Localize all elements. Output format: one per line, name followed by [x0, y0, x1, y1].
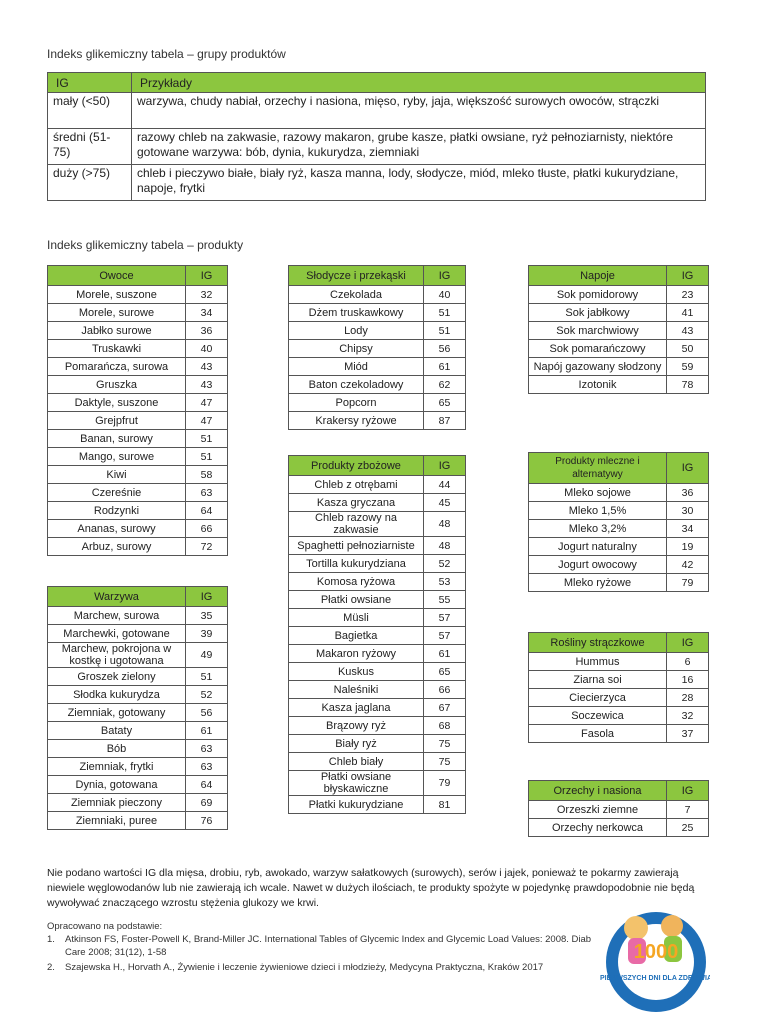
- product-ig-value: 50: [667, 340, 709, 358]
- product-ig-value: 44: [424, 476, 466, 494]
- product-ig-value: 7: [667, 801, 709, 819]
- table-row: [289, 304, 466, 322]
- product-name: Ananas, surowy: [48, 520, 186, 538]
- table-row: [529, 556, 709, 574]
- table-row: [48, 538, 228, 556]
- slodycze-table: [288, 265, 466, 430]
- product-ig-value: 19: [667, 538, 709, 556]
- groups-title: Indeks glikemiczny tabela – grupy produktów: [47, 47, 286, 61]
- table-row: [48, 643, 228, 668]
- table-row: [289, 591, 466, 609]
- product-ig-value: 48: [424, 537, 466, 555]
- table-row: [48, 686, 228, 704]
- slodycze-ig-header: IG: [424, 266, 466, 286]
- product-name: Ziemniak pieczony: [48, 794, 186, 812]
- zbozowe-table: [288, 455, 466, 814]
- product-ig-value: 75: [424, 753, 466, 771]
- product-name: Grejpfrut: [48, 412, 186, 430]
- product-ig-value: 66: [424, 681, 466, 699]
- product-ig-value: 23: [667, 286, 709, 304]
- product-ig-value: 58: [186, 466, 228, 484]
- product-name: Groszek zielony: [48, 668, 186, 686]
- product-name: Spaghetti pełnoziarniste: [289, 537, 424, 555]
- mleczne-table: [528, 452, 709, 592]
- table-row: [289, 573, 466, 591]
- table-row: [48, 740, 228, 758]
- table-row: [48, 625, 228, 643]
- product-name: Lody: [289, 322, 424, 340]
- table-row: [529, 286, 709, 304]
- table-row: [48, 430, 228, 448]
- table-row: [529, 322, 709, 340]
- table-row: [48, 304, 228, 322]
- product-name: Daktyle, suszone: [48, 394, 186, 412]
- table-row: [289, 753, 466, 771]
- table-row: [289, 627, 466, 645]
- product-ig-value: 59: [667, 358, 709, 376]
- table-row: [529, 502, 709, 520]
- table-row: [529, 574, 709, 592]
- product-name: Ziarna soi: [529, 671, 667, 689]
- table-row: [48, 758, 228, 776]
- product-name: Ziemniaki, puree: [48, 812, 186, 830]
- table-row: [529, 801, 709, 819]
- product-name: Czekolada: [289, 286, 424, 304]
- table-row: [48, 466, 228, 484]
- product-name: Kuskus: [289, 663, 424, 681]
- table-row: [289, 286, 466, 304]
- product-name: Płatki kukurydziane: [289, 796, 424, 814]
- table-row: [48, 704, 228, 722]
- product-ig-value: 52: [424, 555, 466, 573]
- product-name: Sok pomidorowy: [529, 286, 667, 304]
- group-ig: mały (<50): [48, 93, 132, 129]
- table-row: [48, 129, 706, 165]
- product-name: Mango, surowe: [48, 448, 186, 466]
- table-row: [289, 322, 466, 340]
- table-row: [529, 689, 709, 707]
- product-name: Czereśnie: [48, 484, 186, 502]
- warzywa-table: [47, 586, 228, 830]
- product-ig-value: 47: [186, 412, 228, 430]
- product-ig-value: 43: [667, 322, 709, 340]
- zbozowe-ig-header: IG: [424, 456, 466, 476]
- product-ig-value: 61: [424, 358, 466, 376]
- product-name: Orzechy nerkowca: [529, 819, 667, 837]
- product-ig-value: 65: [424, 663, 466, 681]
- table-row: [529, 725, 709, 743]
- product-name: Bób: [48, 740, 186, 758]
- product-name: Marchew, surowa: [48, 607, 186, 625]
- product-ig-value: 63: [186, 740, 228, 758]
- table-row: [529, 484, 709, 502]
- source-item: 1. Atkinson FS, Foster-Powell K, Brand-Miller JC. International Tables of Glycemic Index and Glycemic Load Values: 2008. Diab Care 2008; 31(12), 1-58: [47, 933, 607, 959]
- product-name: Orzeszki ziemne: [529, 801, 667, 819]
- group-examples: chleb i pieczywo białe, biały ryż, kasza manna, lody, słodycze, miód, mleko tłuste, płatki kukurydziane, napoje, frytki: [132, 165, 706, 201]
- table-row: [529, 304, 709, 322]
- product-name: Müsli: [289, 609, 424, 627]
- product-ig-value: 65: [424, 394, 466, 412]
- table-row: [48, 722, 228, 740]
- table-row: [529, 707, 709, 725]
- product-name: Kiwi: [48, 466, 186, 484]
- product-name: Hummus: [529, 653, 667, 671]
- product-ig-value: 79: [424, 771, 466, 796]
- product-name: Jogurt owocowy: [529, 556, 667, 574]
- table-row: [289, 645, 466, 663]
- orzechy-ig-header: IG: [667, 781, 709, 801]
- product-ig-value: 62: [424, 376, 466, 394]
- product-ig-value: 55: [424, 591, 466, 609]
- table-row: [289, 476, 466, 494]
- groups-ig-header: IG: [48, 73, 132, 93]
- table-row: [48, 286, 228, 304]
- group-ig: średni (51-75): [48, 129, 132, 165]
- product-name: Kasza gryczana: [289, 494, 424, 512]
- warzywa-ig-header: IG: [186, 587, 228, 607]
- table-row: [48, 322, 228, 340]
- product-ig-value: 41: [667, 304, 709, 322]
- product-name: Dżem truskawkowy: [289, 304, 424, 322]
- product-ig-value: 25: [667, 819, 709, 837]
- table-row: [529, 340, 709, 358]
- table-row: [48, 340, 228, 358]
- product-name: Ziemniak, gotowany: [48, 704, 186, 722]
- product-name: Kasza jaglana: [289, 699, 424, 717]
- product-ig-value: 57: [424, 609, 466, 627]
- mleczne-ig-header: IG: [667, 453, 709, 484]
- table-row: [48, 394, 228, 412]
- logo: [600, 900, 710, 1020]
- table-row: [48, 812, 228, 830]
- table-row: [529, 376, 709, 394]
- table-row: [48, 484, 228, 502]
- straczkowe-ig-header: IG: [667, 633, 709, 653]
- product-name: Chleb biały: [289, 753, 424, 771]
- product-ig-value: 63: [186, 484, 228, 502]
- product-name: Płatki owsiane błyskawiczne: [289, 771, 424, 796]
- warzywa-header: Warzywa: [48, 587, 186, 607]
- product-ig-value: 64: [186, 502, 228, 520]
- napoje-header: Napoje: [529, 266, 667, 286]
- table-row: [289, 735, 466, 753]
- product-name: Napój gazowany słodzony: [529, 358, 667, 376]
- mleczne-header: Produkty mleczne i alternatywy: [529, 453, 667, 484]
- product-name: Płatki owsiane: [289, 591, 424, 609]
- table-row: [48, 376, 228, 394]
- product-ig-value: 35: [186, 607, 228, 625]
- footnote: Nie podano wartości IG dla mięsa, drobiu, ryb, awokado, warzyw sałatkowych (surowych), serów i jajek, ponieważ te pokarmy zawierają niewiele węglowodanów lub nie zawierają ich wcale. Nawet w dużych ilościach, te produkty spożyte w pojedynkę prawdopodobnie nie będą wywoływać znaczącego wzrostu stężenia glukozy we krwi.: [47, 867, 695, 909]
- zbozowe-header: Produkty zbożowe: [289, 456, 424, 476]
- napoje-ig-header: IG: [667, 266, 709, 286]
- product-name: Ciecierzyca: [529, 689, 667, 707]
- table-row: [289, 537, 466, 555]
- product-ig-value: 72: [186, 538, 228, 556]
- table-row: [529, 358, 709, 376]
- product-ig-value: 42: [667, 556, 709, 574]
- table-row: [529, 538, 709, 556]
- owoce-ig-header: IG: [186, 266, 228, 286]
- product-name: Pomarańcza, surowa: [48, 358, 186, 376]
- product-ig-value: 43: [186, 358, 228, 376]
- table-row: [289, 717, 466, 735]
- groups-table: [47, 72, 706, 201]
- product-ig-value: 53: [424, 573, 466, 591]
- product-ig-value: 52: [186, 686, 228, 704]
- product-ig-value: 28: [667, 689, 709, 707]
- product-ig-value: 81: [424, 796, 466, 814]
- table-row: [48, 668, 228, 686]
- owoce-table: [47, 265, 228, 556]
- product-name: Bagietka: [289, 627, 424, 645]
- straczkowe-table: [528, 632, 709, 743]
- product-name: Tortilla kukurydziana: [289, 555, 424, 573]
- product-name: Morele, surowe: [48, 304, 186, 322]
- product-name: Słodka kukurydza: [48, 686, 186, 704]
- product-ig-value: 43: [186, 376, 228, 394]
- product-ig-value: 64: [186, 776, 228, 794]
- product-name: Mleko sojowe: [529, 484, 667, 502]
- product-ig-value: 39: [186, 625, 228, 643]
- table-row: [289, 512, 466, 537]
- product-name: Soczewica: [529, 707, 667, 725]
- product-name: Bataty: [48, 722, 186, 740]
- product-name: Krakersy ryżowe: [289, 412, 424, 430]
- table-row: [48, 776, 228, 794]
- product-name: Izotonik: [529, 376, 667, 394]
- product-name: Jogurt naturalny: [529, 538, 667, 556]
- product-name: Truskawki: [48, 340, 186, 358]
- product-ig-value: 36: [186, 322, 228, 340]
- logo-text: PIERWSZYCH DNI DLA ZDROWIA: [600, 975, 710, 982]
- product-ig-value: 37: [667, 725, 709, 743]
- product-ig-value: 32: [667, 707, 709, 725]
- product-ig-value: 76: [186, 812, 228, 830]
- table-row: [289, 494, 466, 512]
- source-text: Atkinson FS, Foster-Powell K, Brand-Miller JC. International Tables of Glycemic Index and Glycemic Load Values: 2008. Diab Care 2008; 31(12), 1-58: [65, 934, 592, 958]
- product-ig-value: 69: [186, 794, 228, 812]
- table-row: [48, 607, 228, 625]
- table-row: [48, 448, 228, 466]
- product-ig-value: 79: [667, 574, 709, 592]
- table-row: [289, 681, 466, 699]
- straczkowe-header: Rośliny strączkowe: [529, 633, 667, 653]
- product-ig-value: 75: [424, 735, 466, 753]
- table-row: [48, 358, 228, 376]
- product-ig-value: 51: [424, 304, 466, 322]
- product-name: Jabłko surowe: [48, 322, 186, 340]
- product-name: Dynia, gotowana: [48, 776, 186, 794]
- product-name: Komosa ryżowa: [289, 573, 424, 591]
- product-name: Mleko 1,5%: [529, 502, 667, 520]
- product-ig-value: 34: [667, 520, 709, 538]
- orzechy-header: Orzechy i nasiona: [529, 781, 667, 801]
- table-row: [289, 555, 466, 573]
- table-row: [289, 796, 466, 814]
- product-ig-value: 51: [186, 430, 228, 448]
- product-name: Sok pomarańczowy: [529, 340, 667, 358]
- product-ig-value: 40: [424, 286, 466, 304]
- table-row: [529, 671, 709, 689]
- table-row: [289, 609, 466, 627]
- product-ig-value: 67: [424, 699, 466, 717]
- table-row: [48, 502, 228, 520]
- product-ig-value: 56: [424, 340, 466, 358]
- logo-figure-head: [624, 916, 648, 940]
- product-name: Baton czekoladowy: [289, 376, 424, 394]
- product-name: Chipsy: [289, 340, 424, 358]
- product-ig-value: 51: [186, 668, 228, 686]
- product-ig-value: 61: [186, 722, 228, 740]
- owoce-header: Owoce: [48, 266, 186, 286]
- product-name: Morele, suszone: [48, 286, 186, 304]
- products-title: Indeks glikemiczny tabela – produkty: [47, 238, 244, 252]
- product-name: Naleśniki: [289, 681, 424, 699]
- product-name: Biały ryż: [289, 735, 424, 753]
- product-ig-value: 45: [424, 494, 466, 512]
- table-row: [48, 412, 228, 430]
- table-row: [529, 819, 709, 837]
- product-name: Rodzynki: [48, 502, 186, 520]
- product-ig-value: 61: [424, 645, 466, 663]
- table-row: [529, 520, 709, 538]
- product-name: Mleko ryżowe: [529, 574, 667, 592]
- table-row: [289, 340, 466, 358]
- table-row: [289, 771, 466, 796]
- product-ig-value: 30: [667, 502, 709, 520]
- table-row: [529, 653, 709, 671]
- product-name: Chleb razowy na zakwasie: [289, 512, 424, 537]
- source-text: Szajewska H., Horvath A., Żywienie i leczenie żywieniowe dzieci i młodzieży, Medycyna Praktyczna, Kraków 2017: [65, 962, 544, 973]
- source-item: 2. Szajewska H., Horvath A., Żywienie i leczenie żywieniowe dzieci i młodzieży, Medycyna Praktyczna, Kraków 2017: [47, 962, 544, 973]
- napoje-table: [528, 265, 709, 394]
- product-ig-value: 51: [424, 322, 466, 340]
- product-name: Chleb z otrębami: [289, 476, 424, 494]
- table-row: [48, 520, 228, 538]
- groups-examples-header: Przykłady: [132, 73, 706, 93]
- product-ig-value: 57: [424, 627, 466, 645]
- product-name: Banan, surowy: [48, 430, 186, 448]
- sources-title: Opracowano na podstawie:: [47, 921, 163, 932]
- group-examples: razowy chleb na zakwasie, razowy makaron, grube kasze, płatki owsiane, ryż pełnoziarnisty, niektóre gotowane warzywa: bób, dynia, kukurydza, ziemniaki: [132, 129, 706, 165]
- table-row: [289, 394, 466, 412]
- table-row: [289, 376, 466, 394]
- table-row: [48, 794, 228, 812]
- logo-figure-head: [661, 915, 683, 937]
- group-ig: duży (>75): [48, 165, 132, 201]
- group-examples: warzywa, chudy nabiał, orzechy i nasiona, mięso, ryby, jaja, większość surowych owoców, strączki: [132, 93, 706, 129]
- product-ig-value: 78: [667, 376, 709, 394]
- product-ig-value: 66: [186, 520, 228, 538]
- product-ig-value: 6: [667, 653, 709, 671]
- table-row: [289, 663, 466, 681]
- product-ig-value: 47: [186, 394, 228, 412]
- product-ig-value: 68: [424, 717, 466, 735]
- product-ig-value: 49: [186, 643, 228, 668]
- product-name: Mleko 3,2%: [529, 520, 667, 538]
- product-ig-value: 51: [186, 448, 228, 466]
- product-name: Ziemniak, frytki: [48, 758, 186, 776]
- product-name: Arbuz, surowy: [48, 538, 186, 556]
- logo-number: 1000: [633, 941, 679, 963]
- product-ig-value: 16: [667, 671, 709, 689]
- product-ig-value: 36: [667, 484, 709, 502]
- table-row: [48, 165, 706, 201]
- slodycze-header: Słodycze i przekąski: [289, 266, 424, 286]
- product-ig-value: 34: [186, 304, 228, 322]
- product-ig-value: 40: [186, 340, 228, 358]
- product-ig-value: 56: [186, 704, 228, 722]
- product-name: Marchewki, gotowane: [48, 625, 186, 643]
- table-row: [289, 412, 466, 430]
- product-name: Makaron ryżowy: [289, 645, 424, 663]
- product-name: Sok jabłkowy: [529, 304, 667, 322]
- product-ig-value: 32: [186, 286, 228, 304]
- product-ig-value: 48: [424, 512, 466, 537]
- table-row: [289, 358, 466, 376]
- table-row: [48, 93, 706, 129]
- product-name: Brązowy ryż: [289, 717, 424, 735]
- product-name: Marchew, pokrojona w kostkę i ugotowana: [48, 643, 186, 668]
- table-row: [289, 699, 466, 717]
- product-name: Sok marchwiowy: [529, 322, 667, 340]
- product-name: Miód: [289, 358, 424, 376]
- sources: [47, 920, 607, 974]
- product-ig-value: 87: [424, 412, 466, 430]
- product-ig-value: 63: [186, 758, 228, 776]
- orzechy-table: [528, 780, 709, 837]
- product-name: Gruszka: [48, 376, 186, 394]
- product-name: Popcorn: [289, 394, 424, 412]
- product-name: Fasola: [529, 725, 667, 743]
